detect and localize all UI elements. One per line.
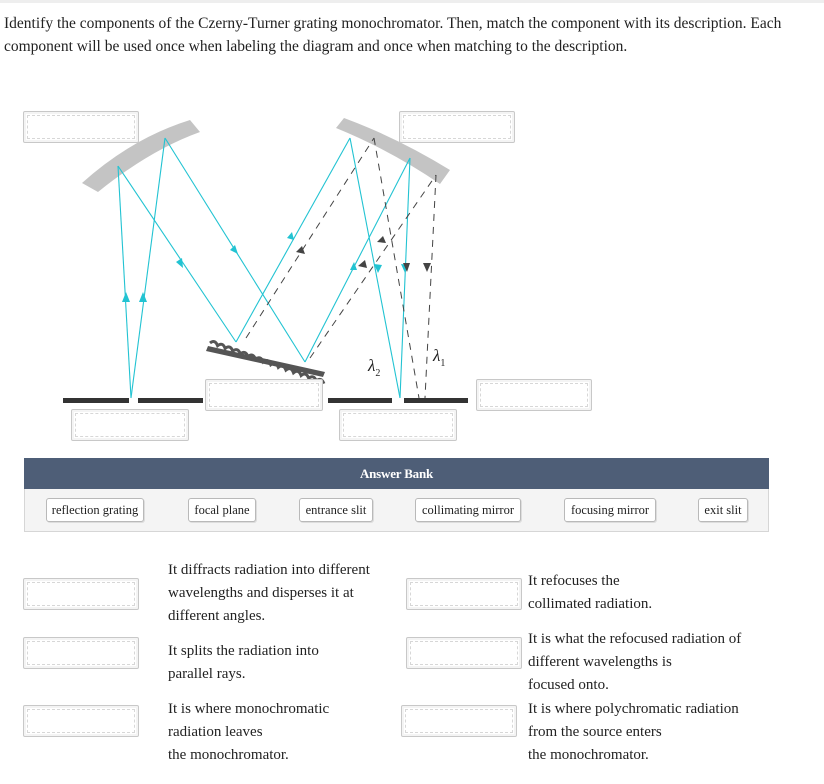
description-2: It refocuses the collimated radiation. xyxy=(528,573,653,612)
answer-chip-focusing-mirror[interactable]: focusing mirror xyxy=(564,498,656,522)
right-slit-bar-2 xyxy=(404,398,468,403)
diagram-drop-right-target[interactable] xyxy=(476,379,592,411)
description-3: It splits the radiation into parallel rays. xyxy=(168,643,319,682)
instructions-text: Identify the components of the Czerny-Turner grating monochromator. Then, match the component with its description. Each component will be used once when labeling the diagram and once when matching to the description. xyxy=(4,15,782,55)
diagram-drop-right-slit[interactable] xyxy=(339,409,457,441)
match-drop-2[interactable] xyxy=(406,578,522,610)
match-drop-3[interactable] xyxy=(23,637,139,669)
match-drop-1[interactable] xyxy=(23,578,139,610)
answer-chip-entrance-slit[interactable]: entrance slit xyxy=(299,498,373,522)
answer-chip-collimating-mirror[interactable]: collimating mirror xyxy=(415,498,521,522)
description-1: It diffracts radiation into different wavelengths and disperses it at different angles. xyxy=(168,562,370,624)
diagram-drop-left-mirror[interactable] xyxy=(23,111,139,143)
diagram-drop-left-slit[interactable] xyxy=(71,409,189,441)
left-slit-bar-1 xyxy=(63,398,129,403)
match-drop-5[interactable] xyxy=(23,705,139,737)
description-5: It is where monochromatic radiation leaves the monochromator. xyxy=(168,701,330,763)
answer-bank-header: Answer Bank xyxy=(24,458,769,489)
monochromator-diagram xyxy=(0,90,824,450)
right-slit-bar-1 xyxy=(328,398,392,403)
answer-chip-exit-slit[interactable]: exit slit xyxy=(698,498,748,522)
grating-shape xyxy=(206,341,328,384)
diagram-drop-grating[interactable] xyxy=(205,379,323,411)
description-6: It is where polychromatic radiation from the source enters the monochromator. xyxy=(528,701,739,763)
description-4: It is what the refocused radiation of different wavelengths is focused onto. xyxy=(528,631,742,693)
answer-chip-focal-plane[interactable]: focal plane xyxy=(188,498,256,522)
diagram-drop-right-mirror[interactable] xyxy=(399,111,515,143)
lambda-1-label: $\lambda_1$ xyxy=(433,346,446,369)
answer-chip-reflection-grating[interactable]: reflection grating xyxy=(46,498,144,522)
top-divider xyxy=(0,0,824,3)
match-drop-6[interactable] xyxy=(401,705,517,737)
match-drop-4[interactable] xyxy=(406,637,522,669)
left-slit-bar-2 xyxy=(138,398,203,403)
lambda-2-label: $\lambda_2$ xyxy=(368,356,381,379)
